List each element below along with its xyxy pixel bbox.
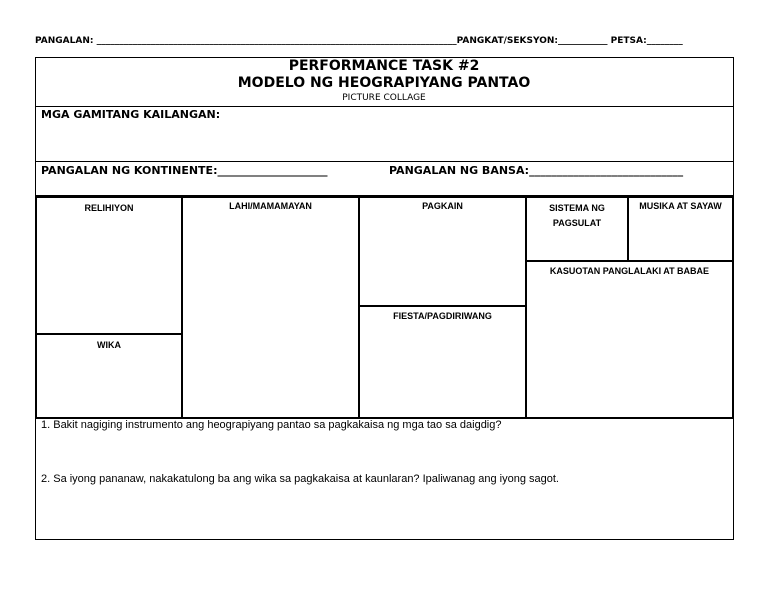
label-sistema: SISTEMA NG PAGSULAT xyxy=(549,203,605,228)
label-pagkain: PAGKAIN xyxy=(422,201,463,211)
label-fiesta: FIESTA/PAGDIRIWANG xyxy=(393,311,492,321)
materials-label: MGA GAMITANG KAILANGAN: xyxy=(41,108,221,121)
cell-pagkain[interactable] xyxy=(358,196,527,307)
cell-kasuotan[interactable] xyxy=(525,260,734,419)
cell-relihiyon[interactable] xyxy=(35,196,183,335)
divider-title xyxy=(35,106,734,107)
question-1: 1. Bakit nagiging instrumento ang heograpiyang pantao sa pagkakaisa ng mga tao sa daigdig? xyxy=(41,419,502,431)
divider-materials xyxy=(35,161,734,162)
cell-fiesta[interactable] xyxy=(358,305,527,419)
label-kasuotan: KASUOTAN PANGLALAKI AT BABAE xyxy=(549,266,710,276)
header-name-line: PANGALAN: ________________________________________________________________________________PANGKAT/SEKSYON:___________ PETSA:________ xyxy=(35,36,683,46)
label-wika: WIKA xyxy=(97,340,121,350)
cell-lahi[interactable] xyxy=(181,196,360,419)
task-subtitle-main: MODELO NG HEOGRAPIYANG PANTAO xyxy=(237,75,531,91)
task-subtitle-collage: PICTURE COLLAGE xyxy=(342,93,426,103)
continent-name-field[interactable]: PANGALAN NG KONTINENTE:____________________ xyxy=(41,164,328,177)
label-lahi: LAHI/MAMAMAYAN xyxy=(229,201,312,211)
label-musika: MUSIKA AT SAYAW xyxy=(639,201,722,211)
question-2: 2. Sa iyong pananaw, nakakatulong ba ang wika sa pagkakaisa at kaunlaran? Ipaliwanag ang iyong sagot. xyxy=(41,473,559,485)
label-relihiyon: RELIHIYON xyxy=(84,203,134,213)
country-name-field[interactable]: PANGALAN NG BANSA:____________________________ xyxy=(389,164,684,177)
task-title: PERFORMANCE TASK #2 xyxy=(288,58,480,74)
